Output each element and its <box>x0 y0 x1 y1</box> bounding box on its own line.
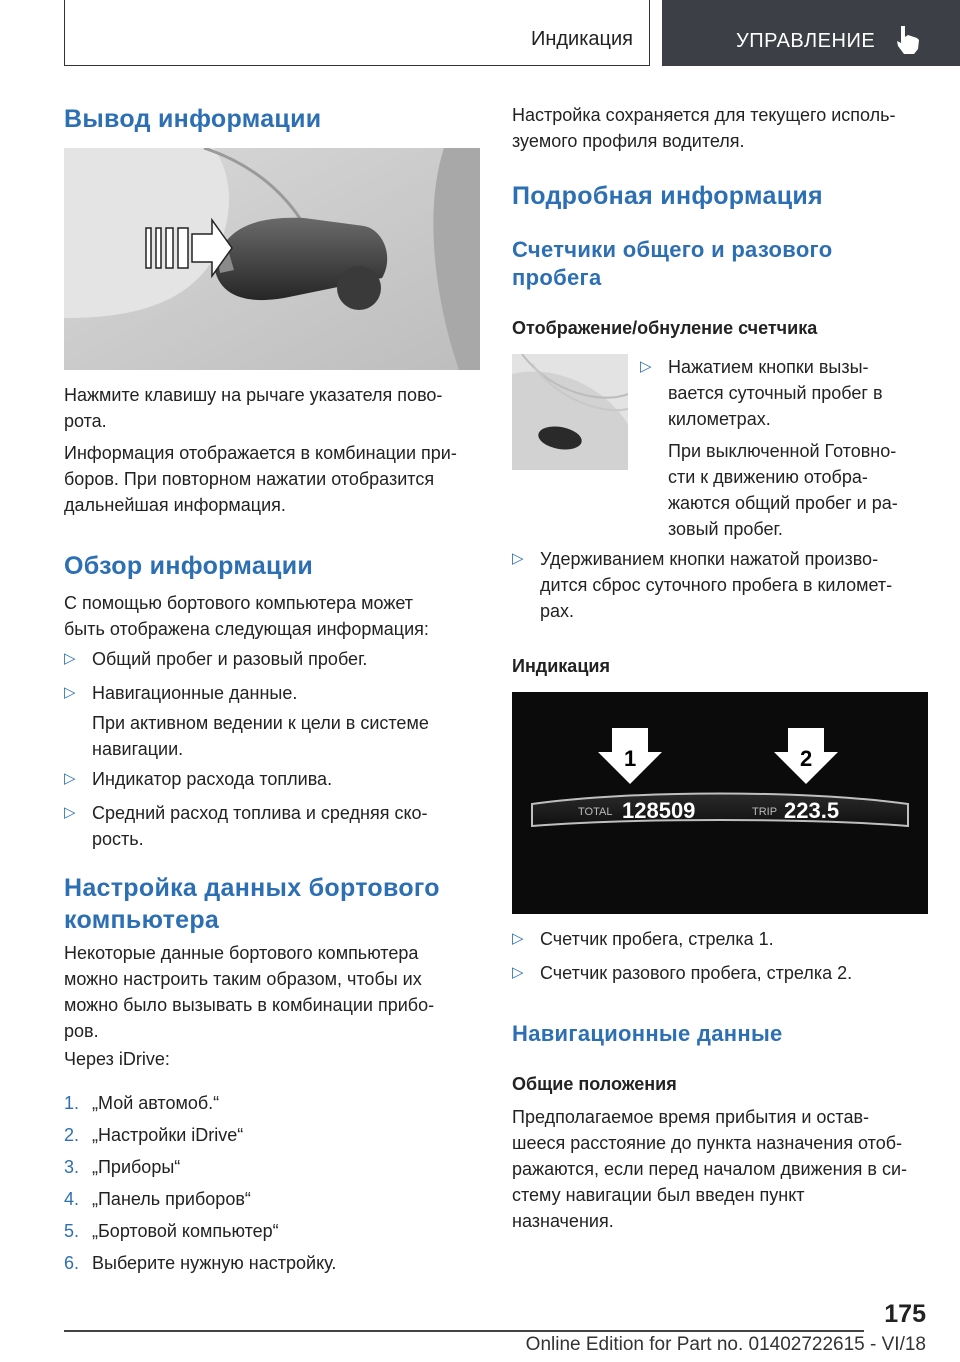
bullet-marker: ▷ <box>512 550 524 567</box>
paragraph: При выключенной Готовно- сти к движению отобра- жаются общий пробег и ра- зовый пробег. <box>668 441 898 539</box>
list-item: ▷ Удерживанием кнопки нажатой произво- дится сброс суточного пробега в километ- рах. <box>512 546 892 624</box>
bullet-marker: ▷ <box>64 804 76 821</box>
stalk-button-image <box>64 148 480 370</box>
paragraph: Некоторые данные бортового компьютера можно настроить таким образом, чтобы их можно было вызывать в комбинации прибо- ров. <box>64 943 435 1041</box>
bullet-marker: ▷ <box>64 684 76 701</box>
bullet-marker: ▷ <box>64 650 76 667</box>
heading-nav: Навигационные данные <box>512 1021 783 1046</box>
reset-button-image <box>512 354 628 470</box>
step-item: 6. Выберите нужную настройку. <box>64 1253 337 1273</box>
subheading-reset: Отображение/обнуление счетчика <box>512 318 818 338</box>
footer-edition: Online Edition for Part no. 01402722615 - VI/18 <box>525 1334 926 1355</box>
total-value: 128509 <box>622 798 696 823</box>
total-label: TOTAL <box>578 806 613 818</box>
bullet-marker: ▷ <box>512 964 524 981</box>
paragraph: Через iDrive: <box>64 1049 170 1069</box>
list-item: ▷ Нажатием кнопки вызы- вается суточный пробег в километрах. <box>640 354 883 432</box>
step-item: 4. „Панель приборов“ <box>64 1189 251 1209</box>
list-item: ▷ Навигационные данные. <box>64 680 297 706</box>
trip-label: TRIP <box>752 806 778 818</box>
paragraph: Предполагаемое время прибытия и остав- шееся расстояние до пункта назначения отоб- ражаются, если перед началом движения в си- стему навигации был введен пункт назначения. <box>512 1107 907 1231</box>
paragraph: При активном ведении к цели в системе навигации. <box>92 713 429 759</box>
list-item: ▷ Счетчик разового пробега, стрелка 2. <box>512 960 852 986</box>
page-number: 175 <box>884 1300 926 1328</box>
list-item: ▷ Общий пробег и разовый пробег. <box>64 646 367 672</box>
section-title: Индикация <box>530 28 633 50</box>
step-item: 2. „Настройки iDrive“ <box>64 1125 244 1145</box>
paragraph: С помощью бортового компьютера может быть отображена следующая информация: <box>64 593 429 639</box>
paragraph: Информация отображается в комбинации при- боров. При повторном нажатии отобразится дальнейшая информация. <box>64 443 457 515</box>
footer-divider <box>64 1330 864 1332</box>
trip-value: 223.5 <box>784 798 840 823</box>
list-item: ▷ Счетчик пробега, стрелка 1. <box>512 926 774 952</box>
bullet-marker: ▷ <box>640 358 652 375</box>
arrow-1-label: 1 <box>624 746 637 771</box>
header-chapter-box <box>662 0 960 66</box>
hand-pointer-icon <box>892 22 926 56</box>
subheading-general: Общие положения <box>512 1074 677 1094</box>
subheading-display: Индикация <box>512 656 610 676</box>
list-item: ▷ Индикатор расхода топлива. <box>64 766 332 792</box>
step-item: 1. „Мой автомоб.“ <box>64 1093 220 1113</box>
heading-overview: Обзор информации <box>64 552 314 580</box>
paragraph: Нажмите клавишу на рычаге указателя пово- рота. <box>64 385 443 431</box>
chapter-title: УПРАВЛЕНИЕ <box>736 30 876 52</box>
arrow-2-label: 2 <box>800 746 813 771</box>
step-item: 3. „Приборы“ <box>64 1157 181 1177</box>
heading-details: Подробная информация <box>512 182 823 210</box>
bullet-marker: ▷ <box>512 930 524 947</box>
heading-counters: Счетчики общего и разового пробега <box>512 237 833 290</box>
step-item: 5. „Бортовой компьютер“ <box>64 1221 279 1241</box>
header-section-box <box>64 0 650 66</box>
bullet-marker: ▷ <box>64 770 76 787</box>
odometer-display-image <box>512 692 928 914</box>
paragraph: Настройка сохраняется для текущего исполь- зуемого профиля водителя. <box>512 105 896 151</box>
heading-settings: Настройка данных бортового компьютера <box>64 874 440 934</box>
list-item: ▷ Средний расход топлива и средняя ско- рость. <box>64 800 428 852</box>
heading-output: Вывод информации <box>64 105 322 133</box>
